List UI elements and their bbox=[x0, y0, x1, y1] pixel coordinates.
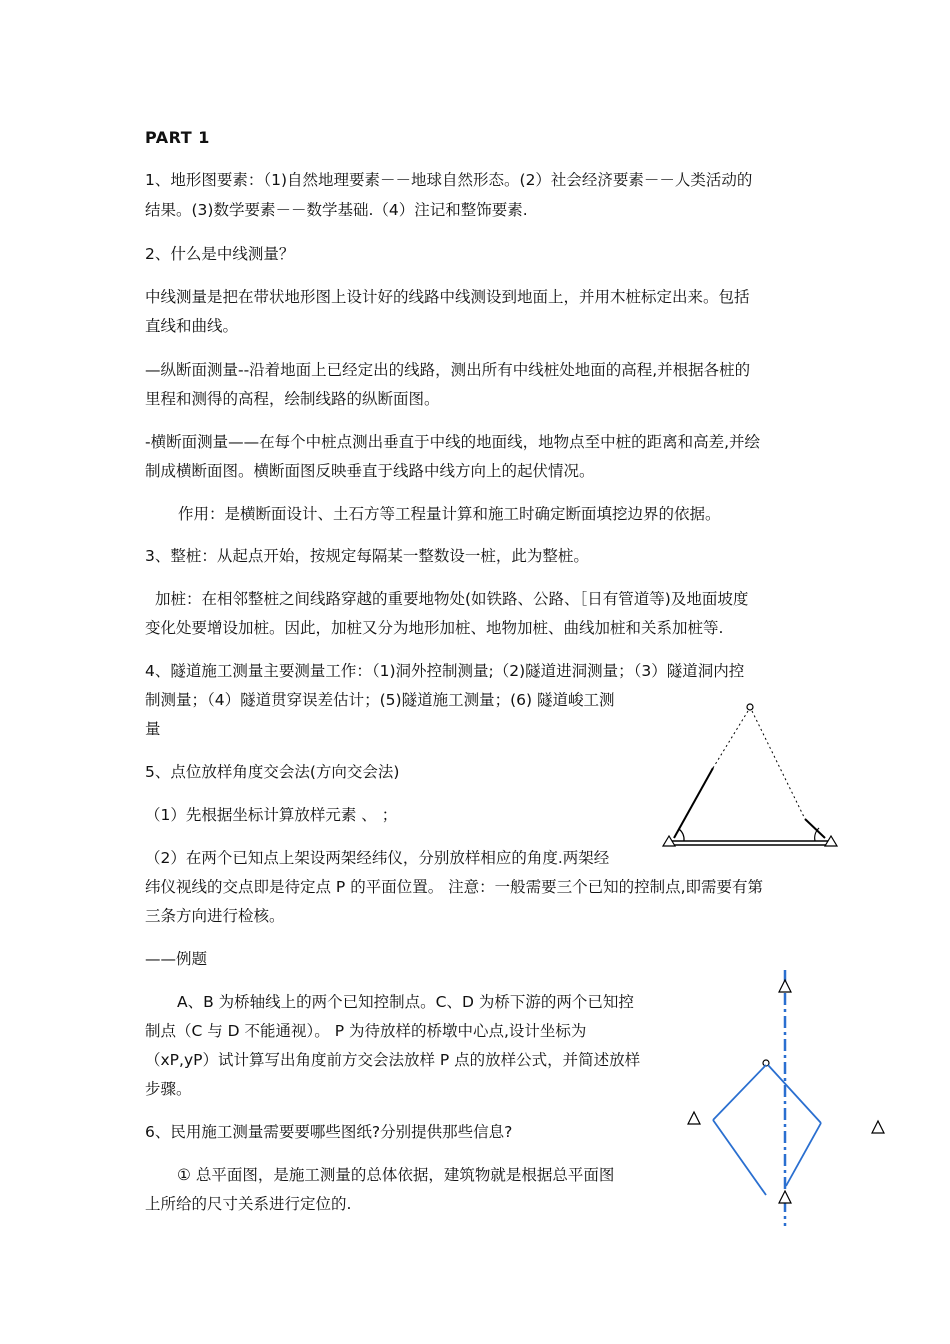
text-line: 4、隧道施工测量主要测量工作：（1)洞外控制测量;（2)隧道进洞测量；（3）隧道洞内控 bbox=[145, 662, 745, 680]
text-line: 中线测量是把在带状地形图上设计好的线路中线测设到地面上，并用木桩标定出来。包括 bbox=[145, 288, 750, 306]
text-line: -横断面测量——在每个中桩点测出垂直于中线的地面线，地物点至中桩的距离和高差,并绘 bbox=[145, 433, 761, 451]
control-point-a-icon bbox=[779, 980, 791, 992]
angle-arc-left bbox=[679, 829, 684, 841]
control-point-b-icon bbox=[779, 1191, 791, 1203]
text-line: 3、整桩：从起点开始，按规定每隔某一整数设一桩，此为整桩。 bbox=[145, 547, 589, 565]
text-line: 变化处要增设加桩。因此，加桩又分为地形加桩、地物加桩、曲线加桩和关系加桩等. bbox=[145, 619, 724, 637]
diamond-edge bbox=[713, 1065, 766, 1120]
sightline-left bbox=[674, 768, 713, 838]
text-line: 制测量；（4）隧道贯穿误差估计；(5)隧道施工测量；(6) 隧道峻工测 bbox=[145, 691, 615, 709]
dotted-sightline-left bbox=[713, 711, 748, 768]
part-heading: PART 1 bbox=[145, 128, 210, 147]
diamond-edge bbox=[786, 1123, 821, 1186]
text-line: 6、民用施工测量需要要哪些图纸?分别提供那些信息? bbox=[145, 1123, 513, 1141]
text-line: 步骤。 bbox=[145, 1080, 192, 1098]
diamond-edge bbox=[713, 1120, 766, 1195]
control-point-c-icon bbox=[688, 1112, 700, 1124]
text-line: 作用：是横断面设计、土石方等工程量计算和施工时确定断面填挖边界的依据。 bbox=[178, 505, 721, 523]
text-line: 加桩：在相邻整桩之间线路穿越的重要地物处(如铁路、公路、［日有管道等)及地面坡度 bbox=[155, 590, 749, 608]
text-line: （xP,yP）试计算写出角度前方交会法放样 P 点的放样公式，并简述放样 bbox=[145, 1051, 641, 1069]
text-line: 制点（C 与 D 不能通视）。 P 为待放样的桥墩中心点,设计坐标为 bbox=[145, 1022, 587, 1040]
text-line: ——例题 bbox=[145, 950, 208, 968]
dotted-sightline-right bbox=[752, 711, 805, 819]
text-line: A、B 为桥轴线上的两个已知控制点。C、D 为桥下游的两个已知控 bbox=[177, 993, 634, 1011]
text-line: —纵断面测量--沿着地面上已经定出的线路，测出所有中线桩处地面的高程,并根据各桩的 bbox=[145, 361, 751, 379]
bridge-axis-figure bbox=[680, 960, 890, 1232]
intersection-triangle-figure bbox=[655, 695, 845, 855]
text-line: 纬仪视线的交点即是待定点 P 的平面位置。 注意：一般需要三个已知的控制点,即需要有第 bbox=[145, 878, 764, 896]
text-line: ① 总平面图，是施工测量的总体依据，建筑物就是根据总平面图 bbox=[177, 1166, 615, 1184]
text-line: （2）在两个已知点上架设两架经纬仪，分别放样相应的角度.两架经 bbox=[145, 849, 610, 867]
control-point-d-icon bbox=[872, 1121, 884, 1133]
text-line: 三条方向进行检核。 bbox=[145, 907, 285, 925]
text-line: 5、点位放样角度交会法(方向交会法) bbox=[145, 763, 400, 781]
text-line: 上所给的尺寸关系进行定位的. bbox=[145, 1195, 352, 1213]
text-line: 直线和曲线。 bbox=[145, 317, 239, 335]
text-line: 量 bbox=[145, 720, 161, 738]
text-line: 结果。(3)数学要素－－数学基础.（4）注记和整饰要素. bbox=[145, 201, 528, 219]
text-line: 1、地形图要素：（1)自然地理要素－－地球自然形态。(2）社会经济要素－－人类活动的 bbox=[145, 171, 753, 189]
text-line: （1）先根据坐标计算放样元素 、 ； bbox=[145, 806, 398, 824]
text-line: 制成横断面图。横断面图反映垂直于线路中线方向上的起伏情况。 bbox=[145, 462, 595, 480]
diamond-edge bbox=[768, 1065, 821, 1123]
target-point-p-marker bbox=[747, 704, 753, 710]
text-line: 2、什么是中线测量？ bbox=[145, 245, 295, 263]
text-line: 里程和测得的高程，绘制线路的纵断面图。 bbox=[145, 390, 440, 408]
